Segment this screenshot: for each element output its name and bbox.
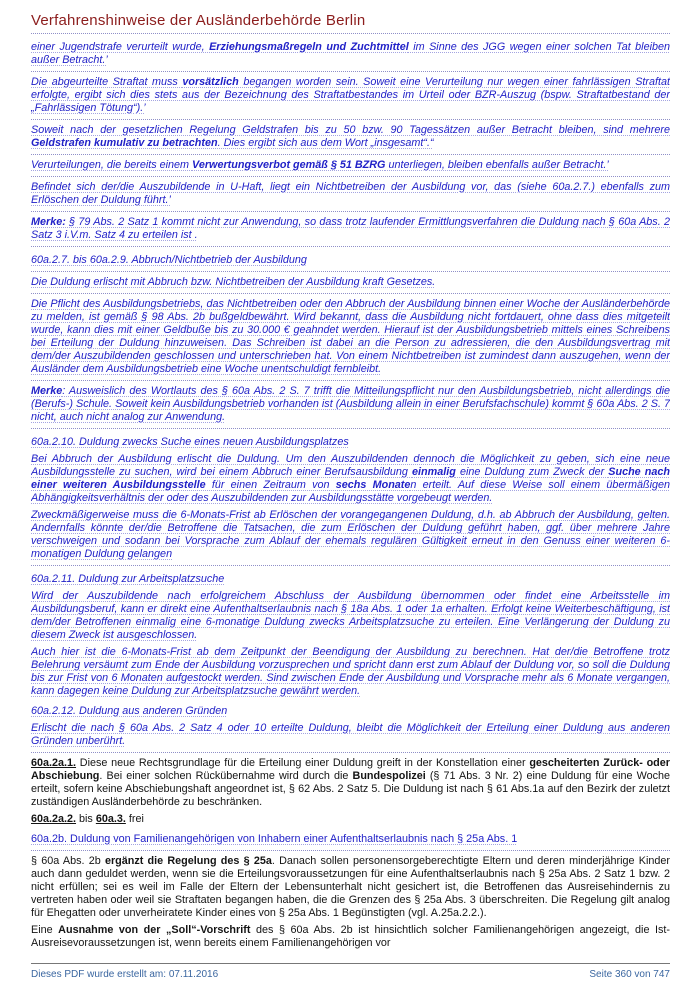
dotted-divider	[31, 380, 670, 381]
text-segment: § 79 Abs. 2 Satz 1 kommt nicht zur Anwendung, so dass trotz laufender Ermittlungsverfahren die Duldung nach § 60a Abs. 2 Satz 3 i.V.m. Satz 4 zu erteilen ist .	[31, 216, 670, 241]
text-segment: eine Duldung zum Zweck der	[455, 466, 609, 478]
text-segment: für einen Zeitraum von	[205, 479, 336, 491]
page-footer	[31, 963, 670, 980]
paragraph	[31, 298, 670, 376]
text-segment: Die Pflicht des Ausbildungsbetriebs, das Nichtbetreiben oder den Abbruch der Ausbildung binnen einer Woche der Ausländerbehörde zu melden, ist gemäß § 98 Abs. 2b bußgeldbewährt. Wird bekannt, dass die Ausbildung nicht fortdauert, ohne dass dies mitgeteilt wurde, kann dies mit einer Geldbuße bis zu 30.000 € geahndet werden. Hierauf ist der Ausbildungsbetrieb mittels eines Schreibens bei Erteilung der Duldung hinzuweisen. Das Schreiben ist dabei an die Person zu adressieren, die den Ausbildungsvertrag mit dem/der Auszubildenden geschlossen und unterschrieben hat. Von einem Nichtbetreiben ist zumindest dann auszugehen, wenn der Ausländer dem Ausbildungsbetrieb eine Woche unentschuldigt fernbleibt.	[31, 298, 670, 375]
text-segment: n erteilt. Auf diese Weise soll einem übermäßigen Abhängigkeitsverhältnis der oder des Auszubildenden zur Ausbildungsstätte vorgebeugt werden.	[31, 479, 670, 504]
text-segment: 60a.2a.1.	[31, 757, 77, 769]
paragraph	[31, 76, 670, 115]
text-segment: Wird der Auszubildende nach erfolgreichem Abschluss der Ausbildung übernommen oder findet eine Arbeitsstelle im Ausbildungsberuf, kann er direkt eine Aufenthaltserlaubnis nach § 18a Abs. 1 oder 1a erhalten. Erfolgt keine Weiterbeschäftigung, ist dem/der Betroffenen einmalig eine 6-monatige Duldung zwecks Arbeitsplatzsuche zu erteilen. Eine Verlängerung der Duldung zu diesem Zweck ist ausgeschlossen.	[31, 590, 670, 641]
text-segment: . Dies ergibt sich aus dem Wort „insgesamt“.“	[217, 137, 434, 149]
text-segment: Befindet sich der/die Auszubildende in U-Haft, liegt ein Nichtbetreiben der Ausbildung vor, das (siehe 60a.2.7.) ebenfalls zum Erlöschen der Duldung führt.’	[31, 181, 670, 206]
text-segment: Auch hier ist die 6-Monats-Frist ab dem Zeitpunkt der Beendigung der Ausbildung zu berechnen. Hat der/die Betroffene trotz Belehrung versäumt zum Ende der Ausbildung vorzusprechen und spricht dann erst zum Ablauf der Duldung vor, so soll die Duldung bis zur Frist von 6 Monaten aufgestockt werden. Sind zwischen Ende der Ausbildung und Vorsprache mehr als 6 Monate vergangen, kann dagegen keine Duldung zur Arbeitsplatzsuche gewährt werden.	[31, 646, 670, 697]
text-segment: Zweckmäßigerweise muss die 6-Monats-Frist ab Erlöschen der vorangegangenen Duldung, d.h. ab Abbruch der Ausbildung, gelten. Andernfalls könnte der/die Betroffene die Tatsachen, die zum Erlöschen der Duldung geführt haben, ggf. über mehrere Jahre verschweigen und sodann bei Vorsprache zum Ablauf der ehemals regulären Gültigkeit erneut in den Genuss einer weiteren 6-monatigen Duldung gelangen	[31, 509, 670, 560]
section-heading	[31, 573, 670, 586]
section-heading	[31, 254, 670, 267]
text-segment: Soweit nach der gesetzlichen Regelung Geldstrafen bis zu 50 bzw. 90 Tagessätzen außer Betracht bleiben, sind mehrere	[31, 124, 670, 136]
text-segment: Suche nach einer weiteren Ausbildungsstelle	[31, 466, 670, 491]
document-body	[31, 41, 670, 963]
paragraph	[31, 722, 670, 748]
paragraph	[31, 159, 670, 172]
paragraph	[31, 855, 670, 920]
paragraph	[31, 509, 670, 561]
section-heading	[31, 436, 670, 449]
dotted-divider	[31, 154, 670, 155]
text-segment: begangen worden sein. Soweit eine Verurteilung nur wegen einer fahrlässigen Straftat erfolgte, ergibt sich dies stets aus der Bezeichnung des Straftatbestandes im Urteil oder BZR-Auszug (bspw. Straftatbestand der „Fahrlässigen Tötung“).’	[31, 76, 670, 114]
text-segment: Erlischt die nach § 60a Abs. 2 Satz 4 oder 10 erteilte Duldung, bleibt die Möglichkeit der Erteilung einer Duldung aus anderen Gründen unberührt.	[31, 722, 670, 747]
text-segment: Geldstrafen kumulativ zu betrachten	[31, 137, 218, 149]
dotted-divider	[31, 565, 670, 566]
paragraph	[31, 181, 670, 207]
paragraph	[31, 124, 670, 150]
text-segment: bis	[76, 813, 96, 825]
title-divider	[31, 33, 670, 34]
footer-created-date: Dieses PDF wurde erstellt am: 07.11.2016	[31, 969, 219, 980]
text-segment: (§ 71 Abs. 3 Nr. 2) eine Duldung für eine Woche erteilt, sofern keine Abschiebungshaft angeordnet ist, § 62 Abs. 2 Satz 5. Die Duldung ist nach § 61 Abs.1a auf den Bezirk der zuletzt zuständigen Ausländerbehörde zu beschränken.	[31, 770, 670, 808]
paragraph	[31, 453, 670, 505]
section-heading	[31, 705, 670, 718]
text-segment: Erziehungsmaßregeln und Zuchtmittel	[209, 41, 409, 53]
page-title: Verfahrenshinweise der Ausländerbehörde Berlin	[31, 12, 366, 29]
text-segment: 60a.2a.2.	[31, 813, 77, 825]
text-segment: 60a.2.7. bis 60a.2.9. Abbruch/Nichtbetrieb der Ausbildung	[31, 254, 307, 266]
text-segment: Eine	[31, 924, 59, 936]
dotted-divider	[31, 71, 670, 72]
text-segment: unterliegen, bleiben ebenfalls außer Betracht.’	[385, 159, 609, 171]
text-segment: frei	[125, 813, 144, 825]
text-segment: Bei Abbruch der Ausbildung erlischt die Duldung. Um den Auszubildenden dennoch die Möglichkeit zu geben, sich eine neue Ausbildungsstelle zu suchen, wird bei einem Abbruch einer Berufsausbildung	[31, 453, 670, 478]
text-segment: Merke:	[31, 216, 66, 228]
text-segment: ergänzt die Regelung des § 25a	[104, 855, 272, 867]
dotted-divider	[31, 211, 670, 212]
text-segment: Verurteilungen, die bereits einem	[31, 159, 193, 171]
text-segment: 60a.2.12. Duldung aus anderen Gründen	[31, 705, 228, 717]
text-segment: gescheiterten Zurück- oder Abschiebung	[31, 757, 670, 782]
paragraph	[31, 590, 670, 642]
paragraph	[31, 276, 670, 289]
text-segment: im Sinne des JGG wegen einer solchen Tat bleiben außer Betracht.’	[31, 41, 670, 66]
paragraph	[31, 41, 670, 67]
text-segment: Ausnahme von der „Soll“-Vorschrift	[58, 924, 251, 936]
paragraph	[31, 924, 670, 950]
text-segment: 60a.2b. Duldung von Familienangehörigen von Inhabern einer Aufenthaltserlaubnis nach § 25a Abs. 1	[31, 833, 518, 845]
text-segment: Bundespolizei	[352, 770, 426, 782]
dotted-divider	[31, 246, 670, 247]
text-segment: . Danach sollen personensorgeberechtigte Eltern und deren minderjährige Kinder auch dann geduldet werden, wenn sie die Erteilungsvoraussetzungen für eine Aufenthaltserlaubnis nach § 25a Abs. 2 Satz 1 bzw. 2 nicht erfüllen; sei es weil im Falle der Eltern der Lebensunterhalt nicht gesichert ist, die Betroffenen das Ausreisehindernis zu vertreten haben oder weil sie Straftaten begangen haben, die die Grenzen des § 25a Abs. 3 überschreiten. Die Regelung gilt analog für Ehegatten oder unverheiratete Kinder eines von § 25a Abs. 1 Begünstigten (vgl. A.25a.2.2.).	[31, 855, 670, 919]
document-header	[31, 12, 670, 41]
text-segment: einmalig	[412, 466, 456, 478]
text-segment: Die abgeurteilte Straftat muss	[31, 76, 183, 88]
text-segment: sechs Monate	[335, 479, 411, 491]
dotted-divider	[31, 271, 670, 272]
paragraph	[31, 757, 670, 809]
dotted-divider	[31, 428, 670, 429]
dotted-divider	[31, 752, 670, 753]
dotted-divider	[31, 119, 670, 120]
dotted-divider	[31, 850, 670, 851]
text-segment: 60a.2.10. Duldung zwecks Suche eines neuen Ausbildungsplatzes	[31, 436, 349, 448]
paragraph	[31, 216, 670, 242]
text-segment: vorsätzlich	[182, 76, 239, 88]
text-segment: § 60a Abs. 2b	[31, 855, 105, 867]
text-segment: des § 60a Abs. 2b ist hinsichtlich solcher Familienangehörigen angezeigt, die Ist- Ausreisevoraussetzungen ist, wenn bereits einem Familienangehörigen vor	[31, 924, 670, 949]
text-segment: : Ausweislich des Wortlauts des § 60a Abs. 2 S. 7 trifft die Mitteilungspflicht nur den Ausbildungsbetrieb, nicht allerdings die (Berufs-) Schule. Soweit kein Ausbildungsbetrieb vorhanden ist (Ausbildung allein in einer Berufsfachschule) kommt § 60a Abs. 2 S. 7 nicht, auch nicht analog zur Anwendung.	[31, 385, 670, 423]
dotted-divider	[31, 176, 670, 177]
text-segment: Diese neue Rechtsgrundlage für die Erteilung einer Duldung greift in der Konstellation einer	[76, 757, 530, 769]
text-segment: Die Duldung erlischt mit Abbruch bzw. Nichtbetreiben der Ausbildung kraft Gesetzes.	[31, 276, 436, 288]
footer-page-number: Seite 360 von 747	[589, 969, 670, 980]
text-segment: 60a.2.11. Duldung zur Arbeitsplatzsuche	[31, 573, 225, 585]
text-segment: 60a.3.	[95, 813, 126, 825]
text-segment: Verwertungsverbot gemäß § 51 BZRG	[192, 159, 386, 171]
section-heading	[31, 833, 670, 846]
paragraph	[31, 385, 670, 424]
paragraph	[31, 646, 670, 698]
dotted-divider	[31, 293, 670, 294]
paragraph	[31, 813, 670, 826]
text-segment: Merke	[31, 385, 63, 397]
text-segment: einer Jugendstrafe verurteilt wurde,	[31, 41, 210, 53]
text-segment: . Bei einer solchen Rückübernahme wird durch die	[99, 770, 353, 782]
